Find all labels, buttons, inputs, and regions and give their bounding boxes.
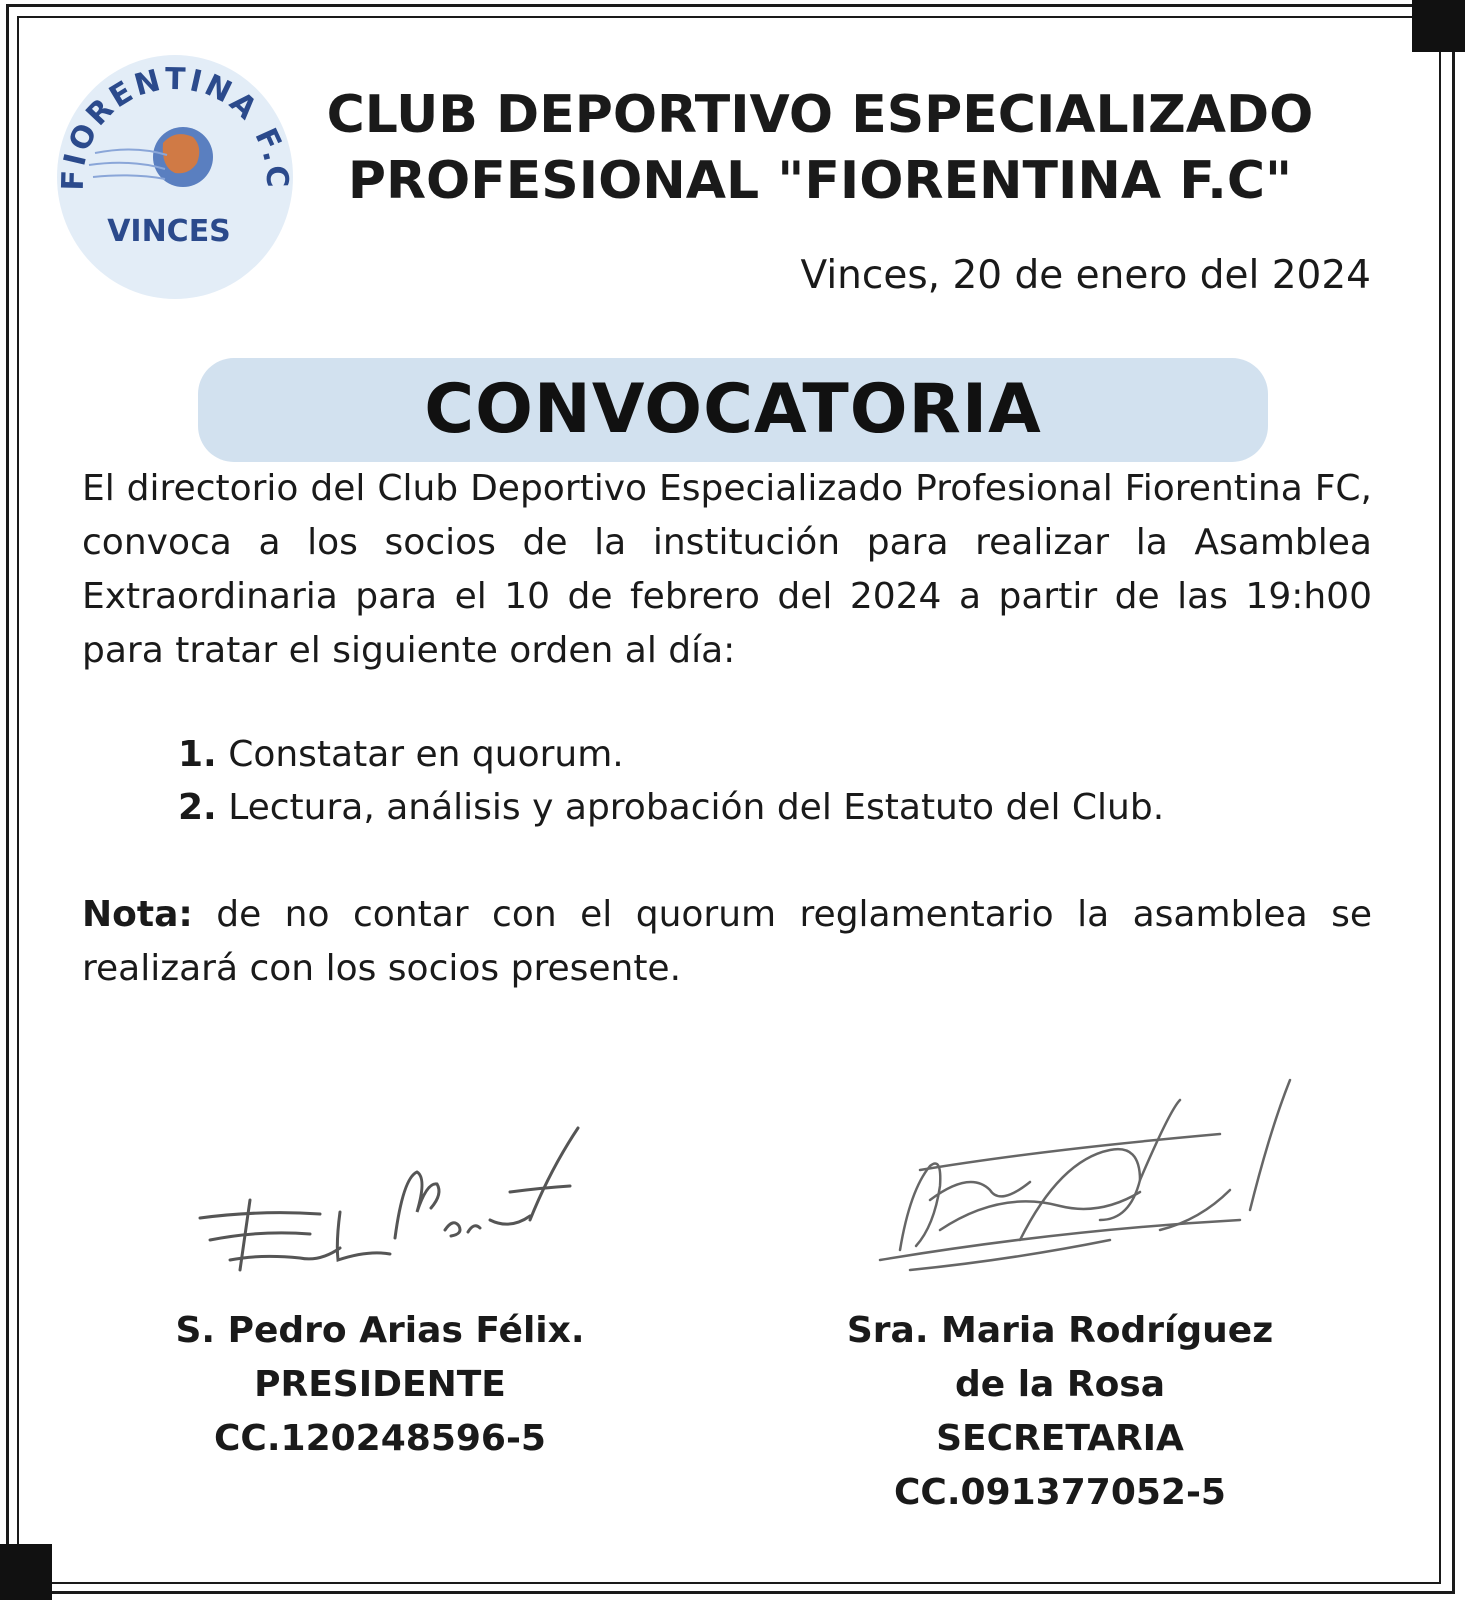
secretary-role: SECRETARIA — [936, 1418, 1184, 1459]
agenda-item-2-number: 2. — [178, 787, 217, 828]
secretary-id: CC.091377052-5 — [894, 1472, 1226, 1513]
secretary-name-line-2: de la Rosa — [954, 1364, 1166, 1405]
page-title — [280, 82, 1360, 214]
president-block — [100, 1304, 660, 1466]
logo-arc-text: FIORENTINA F.C — [55, 61, 295, 191]
note-text: de no contar con el quorum reglamentario la asamblea se realizará con los socios presente. — [82, 894, 1372, 989]
president-signature — [190, 1120, 610, 1305]
president-role: PRESIDENTE — [254, 1364, 506, 1405]
corner-block-top-right — [1412, 0, 1465, 52]
president-id: CC.120248596-5 — [214, 1418, 546, 1459]
title-line-1: CLUB DEPORTIVO ESPECIALIZADO — [326, 85, 1314, 145]
secretary-signature — [780, 1070, 1340, 1310]
club-logo — [55, 53, 295, 303]
note-label: Nota: — [82, 894, 193, 935]
president-name: S. Pedro Arias Félix. — [175, 1310, 585, 1351]
secretary-block — [780, 1304, 1340, 1520]
agenda-item-1-text: Constatar en quorum. — [228, 734, 624, 775]
logo-bottom-text: VINCES — [107, 214, 231, 249]
agenda-item-1 — [178, 728, 624, 782]
title-line-2: PROFESIONAL "FIORENTINA F.C" — [347, 151, 1293, 211]
secretary-name-line-1: Sra. Maria Rodríguez — [846, 1310, 1274, 1351]
document-date: Vinces, 20 de enero del 2024 — [800, 253, 1371, 298]
corner-block-bottom-left — [0, 1544, 52, 1600]
agenda-item-2-text: Lectura, análisis y aprobación del Estatuto del Club. — [228, 787, 1165, 828]
agenda-item-1-number: 1. — [178, 734, 217, 775]
body-paragraph: El directorio del Club Deportivo Especializado Profesional Fiorentina FC, convoca a los socios de la institución para realizar la Asamblea Extraordinaria para el 10 de febrero del 2024 a partir de las 19:h00 para tratar el siguiente orden al día: — [82, 468, 1372, 671]
note-paragraph — [82, 888, 1372, 996]
convocatoria-heading: CONVOCATORIA — [424, 370, 1042, 449]
agenda-item-2 — [178, 781, 1164, 835]
